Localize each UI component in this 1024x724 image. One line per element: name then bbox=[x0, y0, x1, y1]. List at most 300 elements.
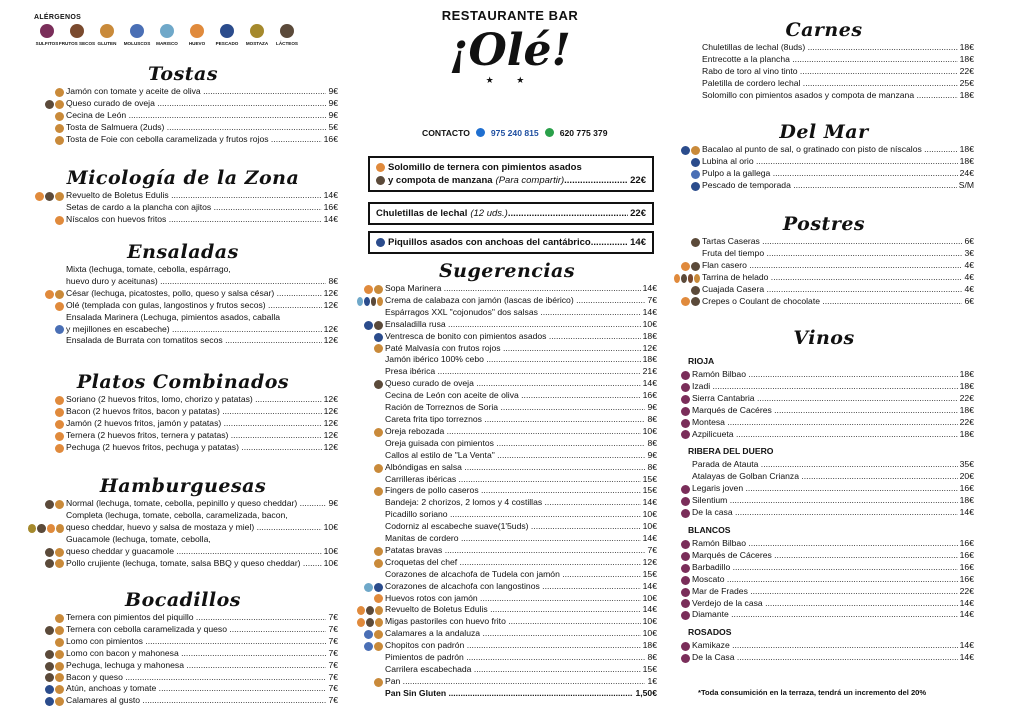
menu-item bbox=[674, 248, 974, 260]
item-price: 14€ bbox=[959, 640, 974, 651]
pescado-allergen-icon bbox=[691, 182, 700, 191]
section-platos-combinados bbox=[28, 370, 338, 454]
item-price: 7€ bbox=[328, 671, 338, 682]
allergen-icons bbox=[357, 630, 385, 640]
allergen-mostaza bbox=[244, 24, 270, 46]
allergen-icons bbox=[28, 290, 66, 300]
item-name-line: Tarrina de helado ..... bbox=[702, 272, 962, 284]
marisco-allergen-icon bbox=[357, 297, 363, 306]
item-list bbox=[674, 42, 974, 102]
item-name-line: Atún, anchoas y tomate ..... bbox=[66, 683, 326, 695]
allergen-icons bbox=[357, 333, 385, 343]
item-list bbox=[674, 369, 974, 440]
item-price: 10€ bbox=[642, 509, 657, 520]
item-name-line: Manitas de cordero ..... bbox=[385, 533, 641, 545]
item-price: 4€ bbox=[964, 283, 974, 294]
allergen-icons bbox=[674, 509, 692, 519]
item-price: 18€ bbox=[959, 155, 974, 166]
allergen-sulfitos bbox=[34, 24, 60, 46]
pescado-allergen-icon bbox=[364, 321, 373, 330]
item-name-line: Crema de calabaza con jamón (lascas de ibérico) ..... bbox=[385, 295, 645, 307]
item-price: 12€ bbox=[323, 417, 338, 428]
item-name bbox=[385, 426, 641, 438]
lacteos-allergen-icon bbox=[374, 321, 383, 330]
item-list bbox=[28, 190, 338, 226]
allergen-icons bbox=[674, 286, 702, 296]
item-name-line: Flan casero ..... bbox=[702, 260, 962, 272]
item-name-line: Lubina al orio ..... bbox=[702, 156, 958, 168]
item-name bbox=[385, 354, 641, 366]
allergen-icons bbox=[357, 487, 385, 497]
pescado-allergen-icon bbox=[374, 333, 383, 342]
menu-item bbox=[674, 90, 974, 102]
item-name-line: Bacalao al punto de sal, o gratinado con pisto de níscalos ..... bbox=[702, 144, 958, 156]
item-price: 5€ bbox=[328, 121, 338, 132]
item-price: 12€ bbox=[323, 429, 338, 440]
menu-item bbox=[28, 660, 338, 672]
allergen-icons bbox=[28, 192, 66, 202]
allergen-icons bbox=[28, 638, 66, 648]
item-name bbox=[692, 459, 958, 471]
item-name bbox=[692, 381, 958, 393]
item-name bbox=[692, 417, 958, 429]
item-name-line: Normal (lechuga, tomate, cebolla, pepinillo y queso cheddar) ..... bbox=[66, 498, 326, 510]
item-price: 14€ bbox=[642, 378, 657, 389]
menu-item bbox=[674, 66, 974, 78]
section-title: Bocadillos bbox=[125, 589, 241, 611]
huevo-allergen-icon bbox=[374, 594, 383, 603]
allergen-icons bbox=[28, 500, 66, 510]
item-name-line: Bandeja: 2 chorizos, 2 lomos y 4 costillas ..... bbox=[385, 497, 641, 509]
item-name bbox=[385, 545, 645, 557]
item-price: 14€ bbox=[959, 652, 974, 663]
item-name-line: Mixta (lechuga, tomate, cebolla, espárrago, bbox=[66, 264, 231, 274]
item-price: 6€ bbox=[964, 236, 974, 246]
menu-item bbox=[674, 296, 974, 308]
logo-subtitle: RESTAURANTE BAR bbox=[441, 8, 579, 23]
lacteos-allergen-icon bbox=[37, 524, 45, 533]
item-name-line: y mejillones en escabeche) ..... bbox=[66, 324, 322, 336]
whatsapp-icon bbox=[545, 128, 554, 137]
item-name-line: Pan ..... bbox=[385, 676, 645, 688]
allergen-icons bbox=[674, 576, 692, 586]
item-price: 14€ bbox=[642, 604, 657, 615]
item-name bbox=[692, 405, 958, 417]
menu-item bbox=[674, 495, 974, 507]
item-name bbox=[702, 296, 962, 308]
item-name-line: Sierra Cantabria ..... bbox=[692, 393, 958, 405]
menu-item bbox=[357, 557, 657, 569]
menu-item bbox=[674, 417, 974, 429]
item-name-line: Espárragos XXL "cojonudos" dos salsas ..... bbox=[385, 307, 641, 319]
item-name-line: Silentium ..... bbox=[692, 495, 958, 507]
menu-item bbox=[357, 616, 657, 628]
item-price: 16€ bbox=[959, 483, 974, 494]
allergen-icons bbox=[357, 606, 385, 616]
gluten-allergen-icon bbox=[374, 464, 383, 473]
item-name-line: queso cheddar y guacamole ..... bbox=[66, 546, 322, 558]
wine-group bbox=[674, 525, 974, 621]
item-price: 3€ bbox=[964, 247, 974, 258]
menu-item bbox=[674, 459, 974, 471]
item-name bbox=[66, 648, 326, 660]
highlight-box-solomillo bbox=[368, 156, 654, 192]
item-price: 10€ bbox=[642, 592, 657, 603]
gluten-allergen-icon bbox=[55, 662, 64, 671]
lacteos-allergen-icon bbox=[691, 262, 700, 271]
menu-item bbox=[674, 550, 974, 562]
item-price: 14€ bbox=[642, 306, 657, 317]
menu-item bbox=[674, 156, 974, 168]
item-name bbox=[66, 300, 322, 312]
item-name bbox=[385, 652, 645, 664]
item-name bbox=[692, 393, 958, 405]
item-name bbox=[66, 122, 326, 134]
section-title: Micología de la Zona bbox=[66, 167, 300, 189]
menu-item bbox=[357, 474, 657, 486]
item-name bbox=[66, 335, 322, 347]
menu-item bbox=[357, 414, 657, 426]
marisco-allergen-icon bbox=[364, 583, 373, 592]
item-name-line: Croquetas del chef ..... bbox=[385, 557, 641, 569]
item-name-line: Setas de cardo a la plancha con ajitos ..... bbox=[66, 202, 322, 214]
highlight-name: Piquillos asados con anchoas del cantábrico bbox=[388, 237, 591, 248]
allergen-icons bbox=[28, 124, 66, 134]
item-name bbox=[702, 144, 958, 156]
item-name bbox=[66, 264, 326, 288]
item-name bbox=[385, 521, 641, 533]
allergen-icons bbox=[674, 274, 702, 284]
menu-item bbox=[28, 612, 338, 624]
item-name bbox=[66, 418, 322, 430]
huevo-allergen-icon bbox=[55, 444, 64, 453]
item-price: 12€ bbox=[642, 342, 657, 353]
item-name bbox=[702, 284, 962, 296]
gluten-allergen-icon bbox=[374, 285, 383, 294]
menu-item bbox=[28, 110, 338, 122]
allergen-moluscos bbox=[124, 24, 150, 46]
item-price: 7€ bbox=[328, 635, 338, 646]
allergen-icons bbox=[357, 344, 385, 354]
item-name bbox=[692, 471, 958, 483]
item-name bbox=[66, 636, 326, 648]
menu-item bbox=[674, 78, 974, 90]
item-price: 8€ bbox=[647, 461, 657, 472]
item-name-line: Ternera con pimientos del piquillo ..... bbox=[66, 612, 326, 624]
item-price: 16€ bbox=[323, 201, 338, 212]
item-name-line: Jamón (2 huevos fritos, jamón y patatas) ..... bbox=[66, 418, 322, 430]
item-price: 18€ bbox=[959, 42, 974, 52]
item-name bbox=[66, 202, 322, 214]
item-name-line: Migas pastoriles con huevo frito ..... bbox=[385, 616, 641, 628]
item-name-line: Rabo de toro al vino tinto ..... bbox=[702, 66, 958, 78]
item-name-line: Legaris joven ..... bbox=[692, 483, 958, 495]
highlight-price: 14€ bbox=[630, 237, 646, 248]
item-name bbox=[385, 497, 641, 509]
menu-item bbox=[674, 260, 974, 272]
allergen-icons bbox=[357, 618, 385, 628]
lacteos-allergen-icon bbox=[374, 380, 383, 389]
item-price: 7€ bbox=[328, 647, 338, 658]
item-list bbox=[28, 264, 338, 347]
item-price: 12€ bbox=[323, 287, 338, 298]
contact-label: CONTACTO bbox=[422, 128, 470, 138]
section-postres bbox=[674, 212, 974, 307]
menu-item bbox=[674, 538, 974, 550]
item-name-line: Presa ibérica ..... bbox=[385, 366, 641, 378]
menu-item bbox=[28, 558, 338, 570]
item-price: 18€ bbox=[959, 369, 974, 379]
lacteos-allergen-icon bbox=[376, 176, 385, 185]
item-price: 18€ bbox=[959, 404, 974, 415]
pescado-allergen-icon bbox=[45, 697, 54, 706]
huevo-allergen-icon bbox=[55, 396, 64, 405]
item-list bbox=[674, 640, 974, 664]
allergen-icons bbox=[674, 419, 692, 429]
item-price: 12€ bbox=[323, 441, 338, 452]
pescado-allergen-icon bbox=[376, 238, 385, 247]
huevo-allergen-icon bbox=[364, 285, 373, 294]
allergen-icons bbox=[674, 395, 692, 405]
menu-item bbox=[28, 648, 338, 660]
sulfitos-allergen-icon bbox=[681, 430, 690, 439]
item-price: 12€ bbox=[323, 323, 338, 334]
allergen-icons bbox=[674, 642, 692, 652]
item-price: 9€ bbox=[328, 109, 338, 120]
allergen-icons bbox=[674, 654, 692, 664]
allergen-label: MOLUSCOS bbox=[123, 41, 151, 46]
section-title: Carnes bbox=[785, 19, 863, 41]
menu-item bbox=[28, 98, 338, 110]
item-price: 15€ bbox=[642, 485, 657, 496]
item-name bbox=[385, 640, 641, 652]
section-tostas bbox=[28, 62, 338, 146]
item-name-line: Atalayas de Golban Crianza ..... bbox=[692, 471, 958, 483]
item-name bbox=[385, 664, 641, 676]
moluscos-allergen-icon bbox=[364, 630, 373, 639]
huevo-allergen-icon bbox=[190, 24, 204, 38]
item-name bbox=[385, 283, 641, 295]
item-name-line: Pimientos de padrón ..... bbox=[385, 652, 645, 664]
menu-item bbox=[357, 604, 657, 616]
item-name bbox=[385, 462, 645, 474]
item-name-line: Revuelto de Boletus Edulis ..... bbox=[385, 604, 641, 616]
item-name-line: Ramón Bilbao ..... bbox=[692, 369, 958, 381]
menu-item bbox=[674, 144, 974, 156]
allergen-icons bbox=[674, 262, 702, 272]
item-name-line: Mar de Frades ..... bbox=[692, 586, 958, 598]
menu-item bbox=[28, 510, 338, 534]
item-name bbox=[66, 660, 326, 672]
item-price: 18€ bbox=[959, 428, 974, 439]
item-price: 12€ bbox=[642, 556, 657, 567]
item-name-line: Chopitos con padrón ..... bbox=[385, 640, 641, 652]
allergen-icons bbox=[357, 594, 385, 604]
menu-item bbox=[357, 331, 657, 343]
item-price: 18€ bbox=[642, 354, 657, 365]
menu-item bbox=[357, 307, 657, 319]
item-price: 16€ bbox=[642, 390, 657, 401]
item-price: 10€ bbox=[323, 557, 338, 568]
item-name-line: Diamante ..... bbox=[692, 609, 958, 621]
allergen-icons bbox=[674, 170, 702, 180]
item-name bbox=[66, 558, 322, 570]
item-name-line: Kamikaze ..... bbox=[692, 640, 958, 652]
item-name bbox=[385, 533, 641, 545]
item-list bbox=[674, 538, 974, 621]
menu-item bbox=[674, 284, 974, 296]
allergen-icons bbox=[674, 564, 692, 574]
item-list bbox=[674, 459, 974, 519]
item-price: 9€ bbox=[328, 498, 338, 508]
menu-item bbox=[674, 562, 974, 574]
menu-item bbox=[674, 180, 974, 192]
item-price: 16€ bbox=[959, 561, 974, 572]
item-name bbox=[66, 612, 326, 624]
allergen-icons bbox=[674, 182, 702, 192]
item-name bbox=[66, 672, 326, 684]
item-name-line: Guacamole (lechuga, tomate, cebolla, bbox=[66, 533, 211, 544]
item-price: 4€ bbox=[964, 271, 974, 282]
item-price: 8€ bbox=[647, 437, 657, 448]
item-name-line: Izadi ..... bbox=[692, 381, 958, 393]
highlight-note: (12 uds.) bbox=[470, 208, 508, 219]
menu-item bbox=[674, 405, 974, 417]
phone-icon bbox=[476, 128, 485, 137]
allergen-icons bbox=[28, 420, 66, 430]
item-price: 10€ bbox=[642, 616, 657, 627]
item-name bbox=[66, 214, 322, 226]
allergen-label: MARISCO bbox=[156, 41, 178, 46]
item-price: 14€ bbox=[642, 580, 657, 591]
item-name-line: Paté Malvasía con frutos rojos ..... bbox=[385, 343, 641, 355]
gluten-allergen-icon bbox=[377, 297, 383, 306]
allergen-label: PESCADO bbox=[215, 41, 239, 46]
item-name-line: Ensalada de Burrata con tomatitos secos ..... bbox=[66, 335, 322, 347]
item-name bbox=[66, 134, 322, 146]
menu-item bbox=[674, 609, 974, 621]
contact-whatsapp[interactable]: 620 775 379 bbox=[559, 128, 608, 138]
item-name-line: Completa (lechuga, tomate, cebolla, caramelizada, bacon, bbox=[66, 509, 288, 520]
contact-phone[interactable]: 975 240 815 bbox=[490, 128, 539, 138]
menu-item bbox=[674, 381, 974, 393]
frutos-secos-allergen-icon bbox=[70, 24, 84, 38]
allergen-label: GLUTEN bbox=[97, 41, 117, 46]
allergen-icons bbox=[28, 614, 66, 624]
allergen-icons bbox=[28, 216, 66, 226]
dot-leader bbox=[564, 174, 628, 187]
item-price: 1€ bbox=[647, 675, 657, 686]
item-name bbox=[385, 557, 641, 569]
item-price: 18€ bbox=[959, 89, 974, 100]
sulfitos-allergen-icon bbox=[681, 576, 690, 585]
item-name bbox=[702, 54, 958, 66]
allergen-icons bbox=[28, 100, 66, 110]
menu-item bbox=[357, 652, 657, 664]
item-name-line: Callos al estilo de "La Venta" ..... bbox=[385, 450, 645, 462]
sulfitos-allergen-icon bbox=[681, 407, 690, 416]
highlight-box-piquillos bbox=[368, 231, 654, 254]
menu-item bbox=[674, 54, 974, 66]
menu-item bbox=[28, 394, 338, 406]
gluten-allergen-icon bbox=[374, 559, 383, 568]
item-name bbox=[66, 406, 322, 418]
item-name-line: Verdejo de la casa ..... bbox=[692, 598, 958, 610]
highlight-note: (Para compartir) bbox=[495, 175, 565, 186]
allergen-huevo bbox=[184, 24, 210, 46]
item-name bbox=[385, 474, 641, 486]
item-name-line: Tosta de Foie con cebolla caramelizada y frutos rojos ..... bbox=[66, 134, 322, 146]
item-name bbox=[385, 593, 641, 605]
item-name-line: Codorniz al escabeche suave(1'5uds) ..... bbox=[385, 521, 641, 533]
menu-item bbox=[28, 300, 338, 312]
item-price: 18€ bbox=[959, 53, 974, 64]
item-name bbox=[702, 78, 958, 90]
item-price: 22€ bbox=[959, 65, 974, 76]
allergen-list bbox=[34, 24, 304, 46]
allergen-icons bbox=[357, 297, 385, 307]
contact-bar bbox=[422, 128, 608, 138]
item-name-line: Cuajada Casera ..... bbox=[702, 284, 962, 296]
section-title: Tostas bbox=[147, 63, 219, 85]
allergen-icons bbox=[357, 464, 385, 474]
allergen-icons bbox=[28, 650, 66, 660]
item-price: 7€ bbox=[328, 612, 338, 622]
item-name-line: Olé (templada con gulas, langostinos y frutos secos) ..... bbox=[66, 300, 322, 312]
item-name-line: Ternera (2 huevos fritos, ternera y patatas) ..... bbox=[66, 430, 322, 442]
item-name-line: Huevos rotos con jamón ..... bbox=[385, 593, 641, 605]
menu-item bbox=[357, 497, 657, 509]
lacteos-allergen-icon bbox=[45, 100, 54, 109]
item-name-line: Cecina de León ..... bbox=[66, 110, 326, 122]
item-price: 7€ bbox=[647, 294, 657, 305]
item-name bbox=[702, 272, 962, 284]
allergen-icons bbox=[357, 285, 385, 295]
item-price: 18€ bbox=[959, 495, 974, 506]
item-name bbox=[66, 86, 326, 98]
allergen-icons bbox=[28, 112, 66, 122]
item-price: 7€ bbox=[328, 695, 338, 706]
allergen-icons bbox=[674, 430, 692, 440]
section-micologia bbox=[28, 166, 338, 226]
menu-item bbox=[674, 574, 974, 586]
item-name-line: Queso curado de oveja ..... bbox=[385, 378, 641, 390]
item-price: 6€ bbox=[964, 295, 974, 306]
item-name-line: Lomo con pimientos ..... bbox=[66, 636, 326, 648]
allergen-icons bbox=[28, 302, 66, 312]
menu-item bbox=[357, 283, 657, 295]
gluten-allergen-icon bbox=[374, 344, 383, 353]
section-title: Vinos bbox=[793, 327, 855, 349]
item-price: 12€ bbox=[323, 394, 338, 404]
menu-item bbox=[357, 343, 657, 355]
item-name bbox=[385, 569, 641, 581]
allergen-icons bbox=[674, 497, 692, 507]
item-price: 35€ bbox=[959, 459, 974, 470]
item-price: 7€ bbox=[647, 544, 657, 555]
logo-stars: ★ ★ bbox=[485, 75, 535, 85]
highlight-line bbox=[376, 174, 646, 187]
item-price: 16€ bbox=[959, 549, 974, 560]
item-name bbox=[66, 683, 326, 695]
allergen-title: ALÉRGENOS bbox=[34, 14, 82, 21]
sulfitos-allergen-icon bbox=[681, 540, 690, 549]
item-name bbox=[692, 369, 958, 381]
item-name-line: Lomo con bacon y mahonesa ..... bbox=[66, 648, 326, 660]
pescado-allergen-icon bbox=[691, 158, 700, 167]
allergen-label: HUEVO bbox=[188, 41, 206, 46]
item-name-line: Bacon y queso ..... bbox=[66, 672, 326, 684]
